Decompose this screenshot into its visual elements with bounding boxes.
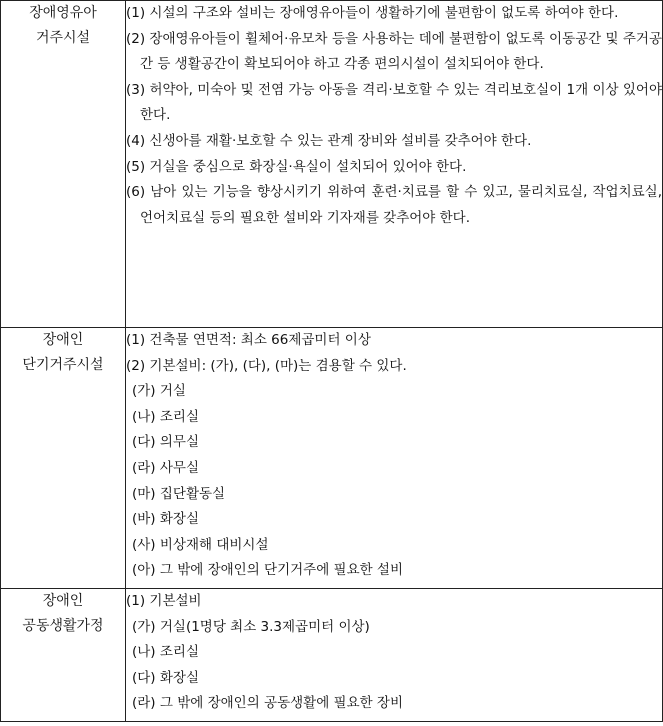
requirement-item: (5) 거실을 중심으로 화장실·욕실이 설치되어 있어야 한다. xyxy=(126,158,467,175)
requirement-item: (2) 기본설비: (가), (다), (마)는 겸용할 수 있다. xyxy=(126,357,407,374)
facility-type-label: 공동생활가정 xyxy=(22,618,104,634)
requirement-item: (1) 시설의 구조와 설비는 장애영유아들이 생활하기에 불편함이 없도록 하여야 한다. xyxy=(126,5,619,21)
requirement-subitem: (다) 의무실 xyxy=(132,434,199,451)
facility-type-label: 장애인 xyxy=(42,332,84,348)
requirement-subitem: (나) 조리실 xyxy=(132,408,199,425)
requirement-subitem: (사) 비상재해 대비시설 xyxy=(132,536,269,553)
facility-type-cell xyxy=(1,1,126,328)
requirements-cell xyxy=(126,328,663,589)
requirements-cell xyxy=(126,589,663,722)
facility-type-label: 거주시설 xyxy=(35,30,91,46)
requirement-item: (1) 기본설비 xyxy=(126,593,202,609)
requirement-subitem: (아) 그 밖에 장애인의 단기거주에 필요한 설비 xyxy=(132,562,404,579)
facility-type-label: 장애영유아 xyxy=(29,5,97,21)
requirement-item: (1) 건축물 연면적: 최소 66제곱미터 이상 xyxy=(126,332,371,348)
requirement-item: (3) 허약아, 미숙아 및 전염 가능 아동을 격리·보호할 수 있는 격리보호실이 1개 이상 있어야 한다. xyxy=(126,81,662,124)
requirement-subitem: (가) 거실(1명당 최소 3.3제곱미터 이상) xyxy=(132,618,370,635)
table-row xyxy=(1,328,663,589)
requirement-subitem: (가) 거실 xyxy=(132,383,186,400)
requirement-subitem: (바) 화장실 xyxy=(132,511,199,528)
table-row xyxy=(1,589,663,722)
facility-type-label: 단기거주시설 xyxy=(22,357,104,373)
facility-type-cell xyxy=(1,328,126,589)
requirement-item: (4) 신생아를 재활·보호할 수 있는 관계 장비와 설비를 갖추어야 한다. xyxy=(126,132,532,149)
requirement-item: (6) 남아 있는 기능을 향상시키기 위하여 훈련·치료를 할 수 있고, 물리치료실, 작업치료실, 언어치료실 등의 필요한 설비와 기자재를 갖추어야 한다. xyxy=(126,184,662,226)
requirement-subitem: (다) 화장실 xyxy=(132,669,199,686)
requirement-subitem: (라) 그 밖에 장애인의 공동생활에 필요한 장비 xyxy=(132,695,404,712)
requirement-subitem: (나) 조리실 xyxy=(132,644,199,661)
facility-type-cell xyxy=(1,589,126,722)
requirement-item: (2) 장애영유아들이 휠체어·유모차 등을 사용하는 데에 불편함이 없도록 이동공간 및 주거공간 등 생활공간이 확보되어야 하고 각종 편의시설이 설치되어야 한다. xyxy=(126,30,662,73)
requirement-subitem: (라) 사무실 xyxy=(132,459,199,476)
table-row xyxy=(1,1,663,328)
facility-type-label: 장애인 xyxy=(42,593,84,609)
requirements-cell xyxy=(126,1,663,328)
requirement-subitem: (마) 집단활동실 xyxy=(132,485,226,502)
